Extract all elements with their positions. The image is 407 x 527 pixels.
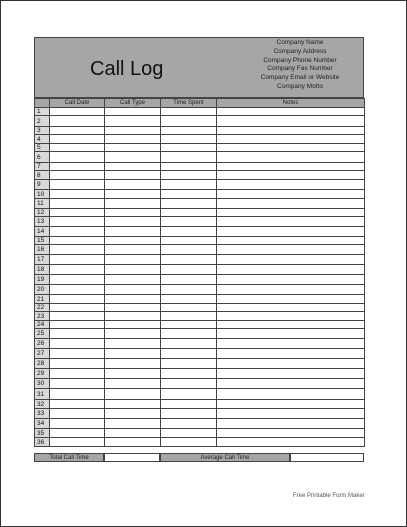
- table-row: [35, 237, 365, 245]
- notes-cell[interactable]: [217, 295, 365, 304]
- time-spent-cell[interactable]: [161, 199, 217, 209]
- row-number: 8: [35, 171, 50, 180]
- call-date-cell[interactable]: [50, 304, 105, 312]
- table-row: [35, 135, 365, 144]
- call-date-cell[interactable]: [50, 400, 105, 409]
- call-date-cell[interactable]: [50, 295, 105, 304]
- time-spent-cell[interactable]: [161, 400, 217, 409]
- time-spent-cell[interactable]: [161, 116, 217, 127]
- call-type-cell[interactable]: [105, 321, 161, 329]
- call-type-cell[interactable]: [105, 295, 161, 304]
- time-spent-cell[interactable]: [161, 227, 217, 237]
- table-row: [35, 190, 365, 199]
- average-call-time-label: Average Call Time: [160, 453, 290, 462]
- call-type-cell[interactable]: [105, 349, 161, 359]
- form-title: Call Log: [90, 58, 164, 80]
- row-number: 28: [35, 359, 50, 369]
- call-type-cell[interactable]: [105, 329, 161, 339]
- time-spent-cell[interactable]: [161, 275, 217, 285]
- call-date-cell[interactable]: [50, 163, 105, 171]
- call-date-cell[interactable]: [50, 389, 105, 400]
- call-type-cell[interactable]: [105, 163, 161, 171]
- call-type-cell[interactable]: [105, 265, 161, 275]
- notes-cell[interactable]: [217, 190, 365, 199]
- time-spent-cell[interactable]: [161, 359, 217, 369]
- table-row: [35, 245, 365, 255]
- notes-cell[interactable]: [217, 255, 365, 265]
- time-spent-cell[interactable]: [161, 135, 217, 144]
- row-number: 5: [35, 144, 50, 152]
- table-row: [35, 400, 365, 409]
- call-date-cell[interactable]: [50, 127, 105, 135]
- table-row: [35, 265, 365, 275]
- table-row: [35, 438, 365, 447]
- time-spent-cell[interactable]: [161, 409, 217, 419]
- table-row: [35, 275, 365, 285]
- call-type-cell[interactable]: [105, 275, 161, 285]
- row-number: 21: [35, 295, 50, 304]
- call-date-cell[interactable]: [50, 339, 105, 349]
- table-row: [35, 116, 365, 127]
- call-type-cell[interactable]: [105, 339, 161, 349]
- table-row: [35, 389, 365, 400]
- col-header-call-date: Call Date: [50, 99, 105, 108]
- call-date-cell[interactable]: [50, 349, 105, 359]
- call-date-cell[interactable]: [50, 209, 105, 217]
- average-call-time-field[interactable]: [290, 453, 364, 462]
- time-spent-cell[interactable]: [161, 295, 217, 304]
- company-fax: Company Fax Number: [267, 65, 333, 73]
- time-spent-cell[interactable]: [161, 312, 217, 321]
- time-spent-cell[interactable]: [161, 171, 217, 180]
- company-name: Company Name: [276, 39, 324, 46]
- row-number: 31: [35, 389, 50, 400]
- call-date-cell[interactable]: [50, 135, 105, 144]
- call-type-cell[interactable]: [105, 409, 161, 419]
- notes-cell[interactable]: [217, 312, 365, 321]
- call-date-cell[interactable]: [50, 171, 105, 180]
- notes-cell[interactable]: [217, 108, 365, 116]
- call-date-cell[interactable]: [50, 419, 105, 429]
- call-type-cell[interactable]: [105, 171, 161, 180]
- call-type-cell[interactable]: [105, 209, 161, 217]
- row-number: 17: [35, 255, 50, 265]
- notes-cell[interactable]: [217, 389, 365, 400]
- col-header-notes: Notes: [217, 99, 365, 108]
- row-number: 6: [35, 152, 50, 163]
- notes-cell[interactable]: [217, 339, 365, 349]
- call-type-cell[interactable]: [105, 429, 161, 438]
- call-date-cell[interactable]: [50, 237, 105, 245]
- table-row: [35, 171, 365, 180]
- row-number: 4: [35, 135, 50, 144]
- call-log-table: [34, 98, 365, 447]
- time-spent-cell[interactable]: [161, 304, 217, 312]
- call-type-cell[interactable]: [105, 255, 161, 265]
- table-row: [35, 152, 365, 163]
- total-call-time-field[interactable]: [104, 453, 160, 462]
- call-date-cell[interactable]: [50, 429, 105, 438]
- row-number: 13: [35, 217, 50, 227]
- time-spent-cell[interactable]: [161, 265, 217, 275]
- notes-cell[interactable]: [217, 245, 365, 255]
- total-call-time-label: Total Call Time: [34, 453, 104, 462]
- time-spent-cell[interactable]: [161, 163, 217, 171]
- table-row: [35, 199, 365, 209]
- row-number: 23: [35, 312, 50, 321]
- notes-cell[interactable]: [217, 409, 365, 419]
- col-header-time-spent: Time Spent: [161, 99, 217, 108]
- call-date-cell[interactable]: [50, 116, 105, 127]
- time-spent-cell[interactable]: [161, 369, 217, 379]
- credit-text: Free Printable Form Maker: [293, 493, 365, 499]
- notes-cell[interactable]: [217, 329, 365, 339]
- notes-cell[interactable]: [217, 275, 365, 285]
- time-spent-cell[interactable]: [161, 217, 217, 227]
- row-number: 25: [35, 329, 50, 339]
- row-number: 30: [35, 379, 50, 389]
- table-row: [35, 409, 365, 419]
- call-type-cell[interactable]: [105, 227, 161, 237]
- notes-cell[interactable]: [217, 369, 365, 379]
- call-type-cell[interactable]: [105, 180, 161, 190]
- notes-cell[interactable]: [217, 209, 365, 217]
- table-row: [35, 379, 365, 389]
- call-type-cell[interactable]: [105, 237, 161, 245]
- notes-cell[interactable]: [217, 163, 365, 171]
- table-row: [35, 339, 365, 349]
- call-type-cell[interactable]: [105, 369, 161, 379]
- table-row: [35, 304, 365, 312]
- form-header: [34, 37, 364, 98]
- row-number: 1: [35, 108, 50, 116]
- call-date-cell[interactable]: [50, 275, 105, 285]
- table-row: [35, 217, 365, 227]
- col-header-number: [35, 99, 50, 108]
- table-row: [35, 429, 365, 438]
- notes-cell[interactable]: [217, 199, 365, 209]
- table-row: [35, 321, 365, 329]
- table-row: [35, 108, 365, 116]
- row-number: 22: [35, 304, 50, 312]
- time-spent-cell[interactable]: [161, 144, 217, 152]
- row-number: 15: [35, 237, 50, 245]
- call-date-cell[interactable]: [50, 265, 105, 275]
- table-row: [35, 359, 365, 369]
- time-spent-cell[interactable]: [161, 329, 217, 339]
- table-row: [35, 369, 365, 379]
- row-number: 3: [35, 127, 50, 135]
- row-number: 32: [35, 400, 50, 409]
- call-date-cell[interactable]: [50, 329, 105, 339]
- notes-cell[interactable]: [217, 349, 365, 359]
- table-row: [35, 180, 365, 190]
- call-date-cell[interactable]: [50, 409, 105, 419]
- company-info: [235, 39, 365, 92]
- call-type-cell[interactable]: [105, 108, 161, 116]
- call-type-cell[interactable]: [105, 245, 161, 255]
- row-number: 33: [35, 409, 50, 419]
- notes-cell[interactable]: [217, 152, 365, 163]
- table-row: [35, 144, 365, 152]
- call-date-cell[interactable]: [50, 199, 105, 209]
- table-row: [35, 163, 365, 171]
- call-type-cell[interactable]: [105, 127, 161, 135]
- call-type-cell[interactable]: [105, 389, 161, 400]
- notes-cell[interactable]: [217, 237, 365, 245]
- table-row: [35, 295, 365, 304]
- notes-cell[interactable]: [217, 180, 365, 190]
- notes-cell[interactable]: [217, 321, 365, 329]
- call-type-cell[interactable]: [105, 400, 161, 409]
- call-type-cell[interactable]: [105, 285, 161, 295]
- call-date-cell[interactable]: [50, 369, 105, 379]
- row-number: 16: [35, 245, 50, 255]
- call-type-cell[interactable]: [105, 199, 161, 209]
- col-header-call-type: Call Type: [105, 99, 161, 108]
- row-number: 35: [35, 429, 50, 438]
- notes-cell[interactable]: [217, 438, 365, 447]
- row-number: 26: [35, 339, 50, 349]
- row-number: 10: [35, 190, 50, 199]
- table-row: [35, 255, 365, 265]
- row-number: 14: [35, 227, 50, 237]
- time-spent-cell[interactable]: [161, 180, 217, 190]
- row-number: 2: [35, 116, 50, 127]
- company-motto: Company Motto: [277, 82, 323, 90]
- time-spent-cell[interactable]: [161, 127, 217, 135]
- notes-cell[interactable]: [217, 285, 365, 295]
- call-type-cell[interactable]: [105, 116, 161, 127]
- row-number: 19: [35, 275, 50, 285]
- time-spent-cell[interactable]: [161, 237, 217, 245]
- call-date-cell[interactable]: [50, 190, 105, 199]
- notes-cell[interactable]: [217, 359, 365, 369]
- call-date-cell[interactable]: [50, 217, 105, 227]
- notes-cell[interactable]: [217, 304, 365, 312]
- call-type-cell[interactable]: [105, 144, 161, 152]
- call-type-cell[interactable]: [105, 379, 161, 389]
- call-type-cell[interactable]: [105, 419, 161, 429]
- call-date-cell[interactable]: [50, 108, 105, 116]
- time-spent-cell[interactable]: [161, 419, 217, 429]
- time-spent-cell[interactable]: [161, 255, 217, 265]
- table-header-row: [35, 99, 365, 108]
- notes-cell[interactable]: [217, 127, 365, 135]
- call-date-cell[interactable]: [50, 144, 105, 152]
- row-number: 27: [35, 349, 50, 359]
- notes-cell[interactable]: [217, 265, 365, 275]
- notes-cell[interactable]: [217, 144, 365, 152]
- call-type-cell[interactable]: [105, 304, 161, 312]
- row-number: 24: [35, 321, 50, 329]
- company-phone: Company Phone Number: [263, 56, 337, 64]
- time-spent-cell[interactable]: [161, 429, 217, 438]
- notes-cell[interactable]: [217, 419, 365, 429]
- notes-cell[interactable]: [217, 429, 365, 438]
- call-type-cell[interactable]: [105, 359, 161, 369]
- table-row: [35, 349, 365, 359]
- call-type-cell[interactable]: [105, 438, 161, 447]
- call-date-cell[interactable]: [50, 180, 105, 190]
- table-row: [35, 227, 365, 237]
- row-number: 11: [35, 199, 50, 209]
- table-row: [35, 285, 365, 295]
- call-type-cell[interactable]: [105, 135, 161, 144]
- table-row: [35, 419, 365, 429]
- call-date-cell[interactable]: [50, 321, 105, 329]
- row-number: 34: [35, 419, 50, 429]
- notes-cell[interactable]: [217, 227, 365, 237]
- time-spent-cell[interactable]: [161, 321, 217, 329]
- call-date-cell[interactable]: [50, 152, 105, 163]
- row-number: 20: [35, 285, 50, 295]
- time-spent-cell[interactable]: [161, 438, 217, 447]
- table-row: [35, 312, 365, 321]
- time-spent-cell[interactable]: [161, 209, 217, 217]
- notes-cell[interactable]: [217, 217, 365, 227]
- call-date-cell[interactable]: [50, 245, 105, 255]
- call-date-cell[interactable]: [50, 379, 105, 389]
- call-type-cell[interactable]: [105, 190, 161, 199]
- time-spent-cell[interactable]: [161, 245, 217, 255]
- call-date-cell[interactable]: [50, 285, 105, 295]
- time-spent-cell[interactable]: [161, 339, 217, 349]
- notes-cell[interactable]: [217, 379, 365, 389]
- call-type-cell[interactable]: [105, 217, 161, 227]
- notes-cell[interactable]: [217, 171, 365, 180]
- form-footer: [34, 453, 364, 462]
- time-spent-cell[interactable]: [161, 389, 217, 400]
- row-number: 12: [35, 209, 50, 217]
- table-row: [35, 329, 365, 339]
- row-number: 36: [35, 438, 50, 447]
- call-date-cell[interactable]: [50, 312, 105, 321]
- row-number: 9: [35, 180, 50, 190]
- table-row: [35, 127, 365, 135]
- call-type-cell[interactable]: [105, 312, 161, 321]
- time-spent-cell[interactable]: [161, 190, 217, 199]
- time-spent-cell[interactable]: [161, 152, 217, 163]
- company-email: Company Email or Website: [260, 74, 340, 82]
- time-spent-cell[interactable]: [161, 349, 217, 359]
- table-row: [35, 209, 365, 217]
- time-spent-cell[interactable]: [161, 285, 217, 295]
- row-number: 18: [35, 265, 50, 275]
- call-date-cell[interactable]: [50, 359, 105, 369]
- row-number: 29: [35, 369, 50, 379]
- call-date-cell[interactable]: [50, 438, 105, 447]
- call-date-cell[interactable]: [50, 255, 105, 265]
- row-number: 7: [35, 163, 50, 171]
- notes-cell[interactable]: [217, 400, 365, 409]
- company-address: Company Address: [273, 47, 327, 55]
- call-date-cell[interactable]: [50, 227, 105, 237]
- notes-cell[interactable]: [217, 116, 365, 127]
- time-spent-cell[interactable]: [161, 108, 217, 116]
- notes-cell[interactable]: [217, 135, 365, 144]
- time-spent-cell[interactable]: [161, 379, 217, 389]
- call-type-cell[interactable]: [105, 152, 161, 163]
